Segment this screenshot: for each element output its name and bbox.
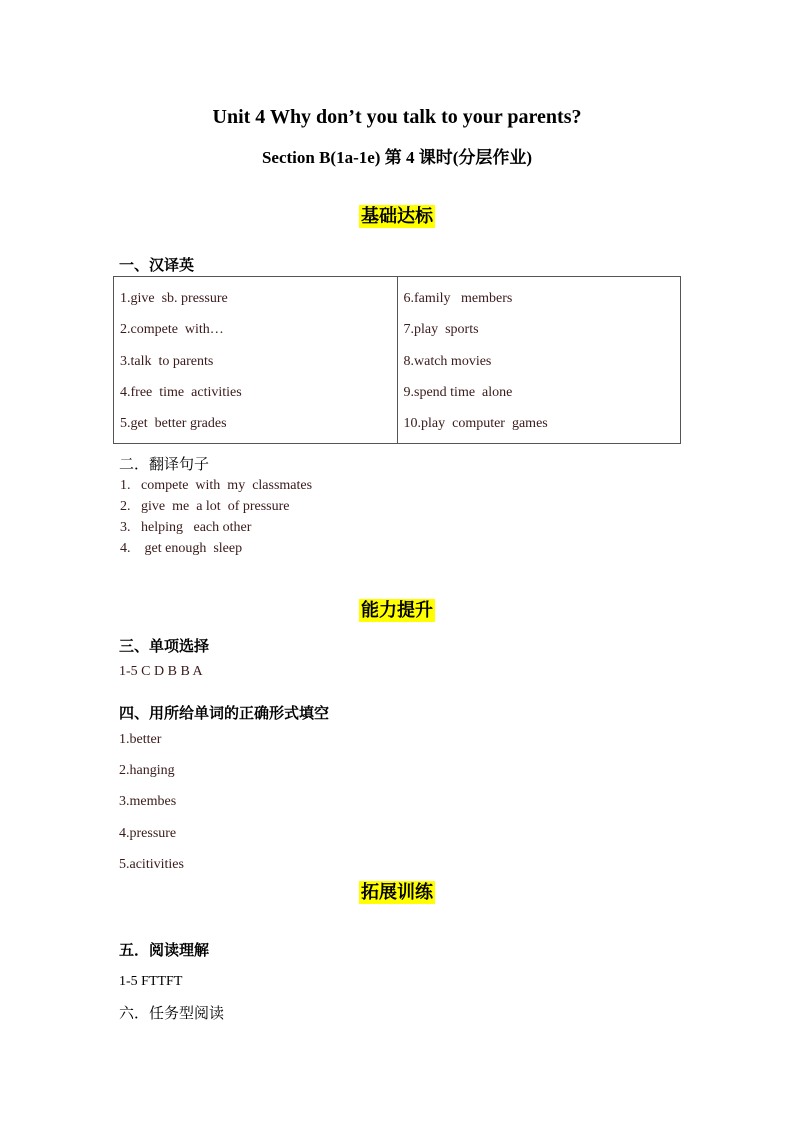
answer-part4-item-2: 2.hanging bbox=[119, 763, 175, 778]
vocab-table bbox=[113, 276, 681, 444]
vocab-item-3: 3.talk to parents bbox=[120, 353, 214, 369]
vocab-item-2: 2.compete with… bbox=[120, 322, 224, 338]
vocab-item-7: 7.play sports bbox=[403, 322, 479, 338]
answer-part3: 1-5 C D B B A bbox=[119, 664, 203, 679]
level-heading-basic bbox=[0, 202, 794, 231]
section-heading-part3: 三、单项选择 bbox=[119, 637, 210, 655]
vocab-column-left bbox=[114, 277, 398, 444]
vocab-item-8: 8.watch movies bbox=[403, 353, 492, 369]
section-heading-part6: 六．任务型阅读 bbox=[119, 1004, 225, 1022]
page-title: Unit 4 Why don’t you talk to your parents? bbox=[212, 106, 582, 128]
vocab-column-right bbox=[397, 277, 681, 444]
answer-part4-item-1: 1.better bbox=[119, 732, 162, 747]
level-heading-extend-label: 拓展训练 bbox=[361, 882, 433, 903]
table-row bbox=[114, 277, 681, 444]
vocab-item-4: 4.free time activities bbox=[120, 384, 242, 400]
vocab-item-6: 6.family members bbox=[403, 291, 513, 306]
list-item: 1. compete with my classmates bbox=[120, 478, 313, 493]
section-heading-part2: 二．翻译句子 bbox=[119, 455, 210, 473]
answer-part4-item-3: 3.membes bbox=[119, 794, 177, 809]
answer-part4-item-4: 4.pressure bbox=[119, 826, 177, 841]
section-heading-part1: 一、汉译英 bbox=[119, 256, 195, 274]
page-subtitle: Section B(1a-1e) 第 4 课时(分层作业) bbox=[261, 148, 533, 167]
list-item: 2. give me a lot of pressure bbox=[120, 499, 290, 514]
sentence-list bbox=[120, 475, 312, 559]
level-heading-basic-label: 基础达标 bbox=[361, 206, 433, 227]
section-heading-part4: 四、用所给单词的正确形式填空 bbox=[119, 704, 330, 722]
level-heading-improve bbox=[0, 596, 794, 625]
answer-part5: 1-5 FTTFT bbox=[119, 974, 183, 989]
list-item: 4. get enough sleep bbox=[120, 541, 243, 556]
section-heading-part5: 五．阅读理解 bbox=[119, 941, 210, 959]
level-heading-improve-label: 能力提升 bbox=[361, 600, 433, 621]
vocab-item-1: 1.give sb. pressure bbox=[120, 291, 228, 306]
list-item: 3. helping each other bbox=[120, 520, 252, 535]
level-heading-extend bbox=[0, 878, 794, 907]
vocab-item-10: 10.play computer games bbox=[403, 416, 548, 432]
vocab-item-5: 5.get better grades bbox=[120, 416, 227, 432]
vocab-item-9: 9.spend time alone bbox=[403, 384, 513, 400]
answer-part4-item-5: 5.acitivities bbox=[119, 857, 184, 872]
